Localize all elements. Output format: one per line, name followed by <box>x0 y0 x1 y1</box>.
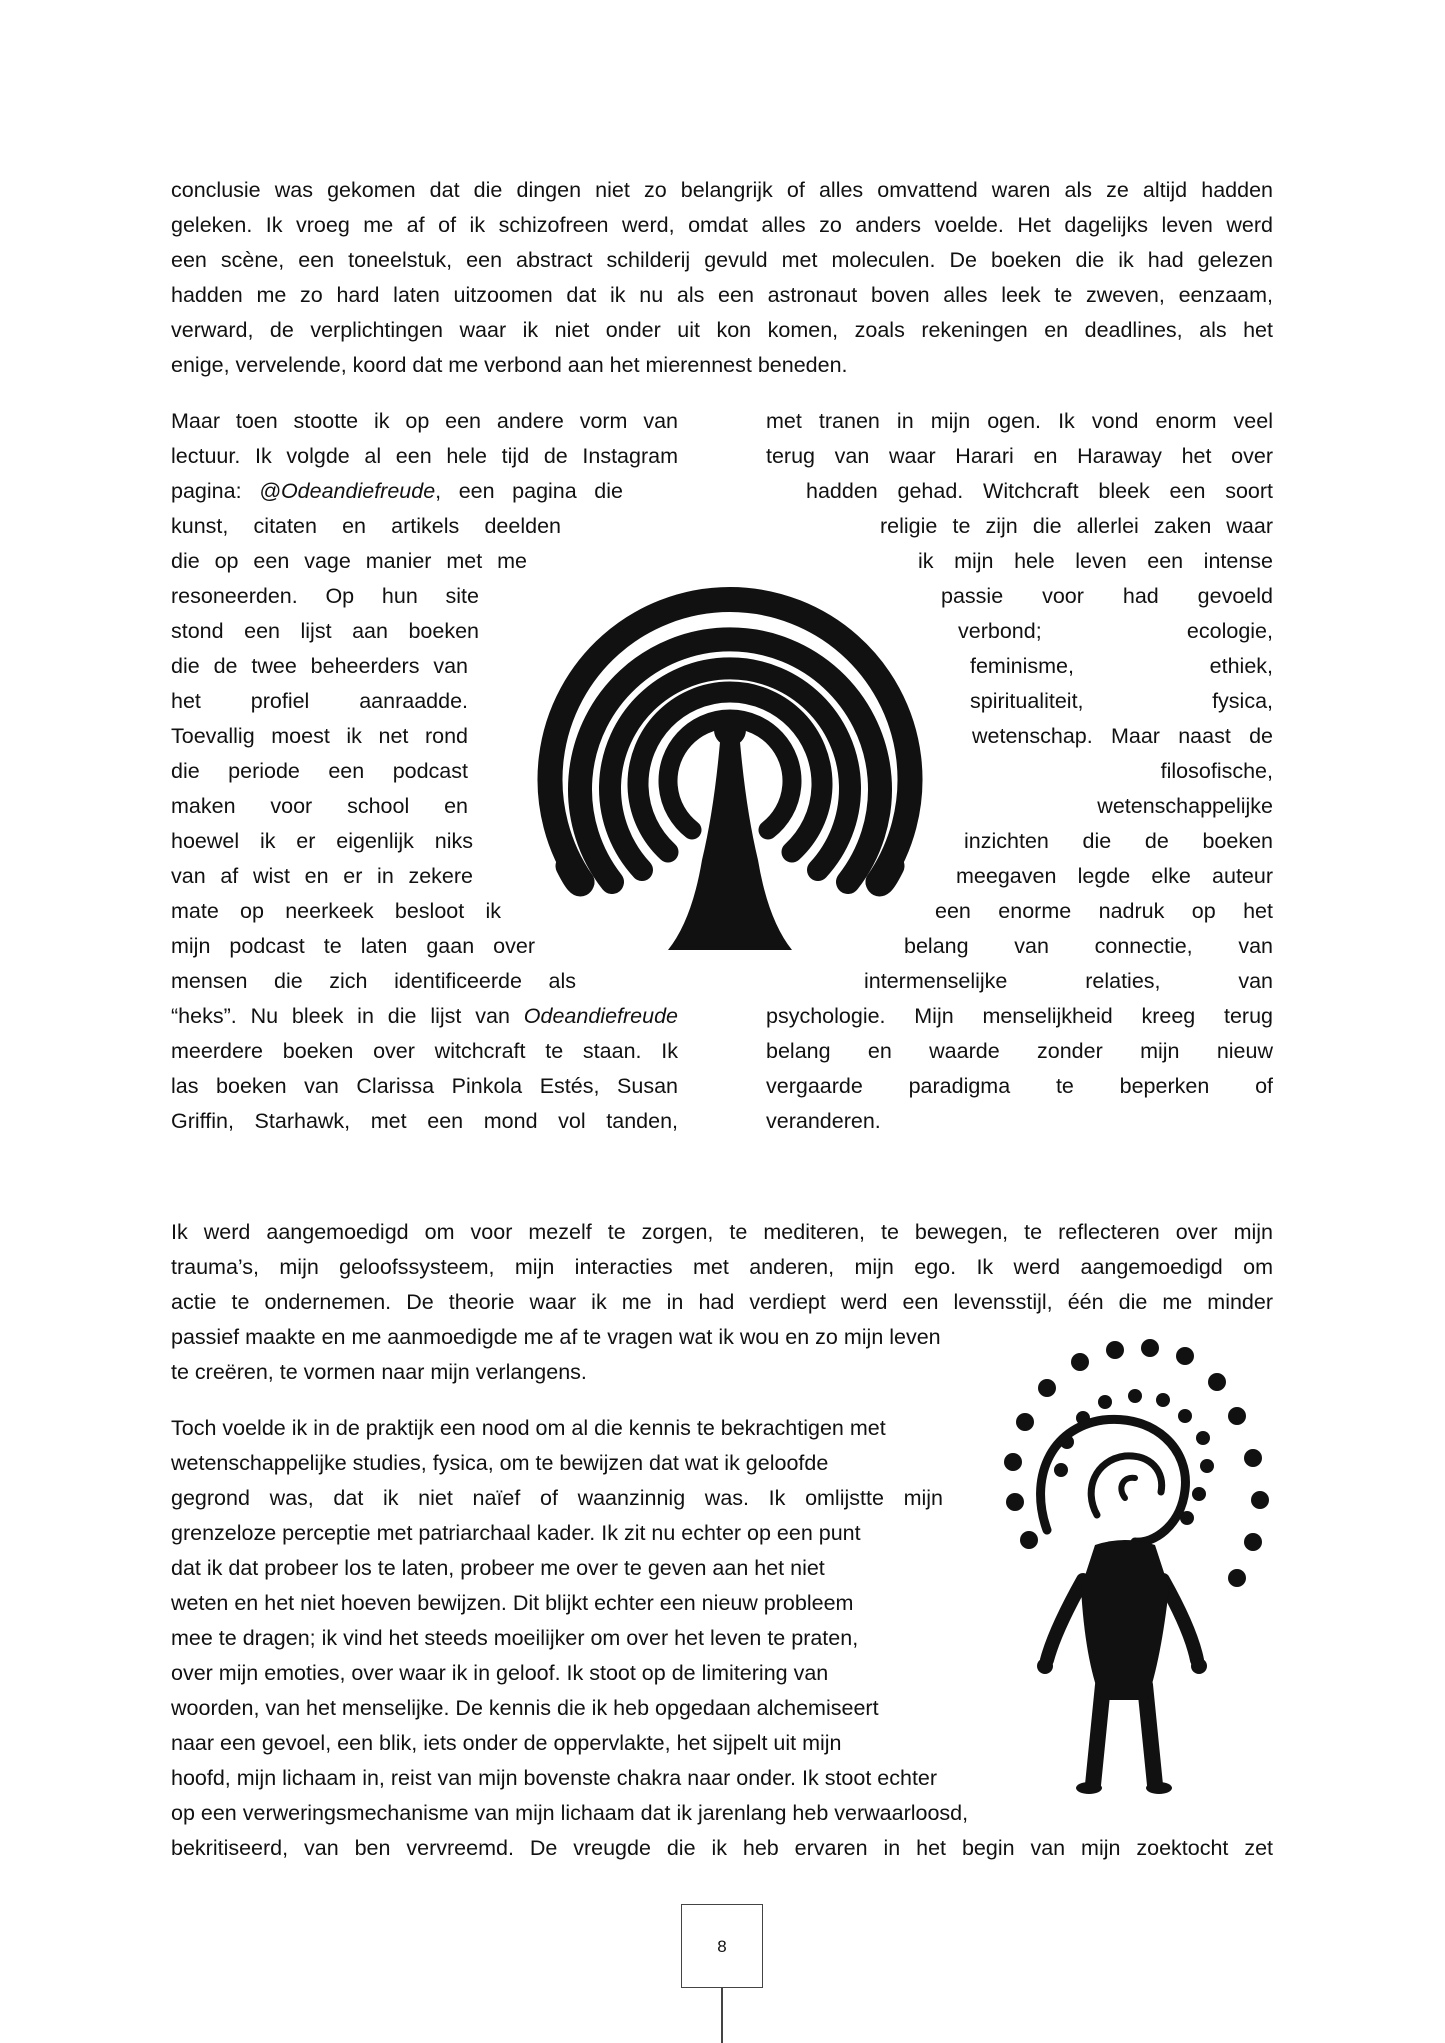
right-column-line: belang van connectie, van <box>904 934 1273 958</box>
paragraph-2-line: te creëren, te vormen naar mijn verlangens. <box>171 1360 587 1384</box>
right-column-line: feminisme, ethiek, <box>970 654 1273 678</box>
paragraph-3-line: naar een gevoel, een blik, iets onder de oppervlakte, het sijpelt uit mijn <box>171 1731 842 1755</box>
right-column-line: een enorme nadruk op het <box>935 899 1273 923</box>
paragraph-3-line: grenzeloze perceptie met patriarchaal kader. Ik zit nu echter op een punt <box>171 1521 861 1545</box>
left-column-line: mensen die zich identificeerde als <box>171 969 576 993</box>
right-column-line: inzichten die de boeken <box>964 829 1273 853</box>
left-column-line: stond een lijst aan boeken <box>171 619 479 643</box>
right-column-line: wetenschap. Maar naast de <box>972 724 1273 748</box>
paragraph-3-line: wetenschappelijke studies, fysica, om te bewijzen dat wat ik geloofde <box>171 1451 829 1475</box>
page-number: 8 <box>681 1904 763 1988</box>
left-column-line: las boeken van Clarissa Pinkola Estés, Susan <box>171 1074 678 1098</box>
right-column-line: vergaarde paradigma te beperken of <box>766 1074 1273 1098</box>
paragraph-3-line: op een verweringsmechanisme van mijn lichaam dat ik jarenlang heb verwaarloosd, <box>171 1801 969 1825</box>
paragraph-2-line: actie te ondernemen. De theorie waar ik me in had verdiept werd een levensstijl, één die me minder <box>171 1290 1273 1314</box>
paragraph-3-line: dat ik dat probeer los te laten, probeer me over te geven aan het niet <box>171 1556 825 1580</box>
right-column-line: meegaven legde elke auteur <box>956 864 1273 888</box>
paragraph-2-line: Ik werd aangemoedigd om voor mezelf te zorgen, te mediteren, te bewegen, te reflecteren over mijn <box>171 1220 1273 1244</box>
left-column-line: “heks”. Nu bleek in die lijst van Odeandiefreude <box>171 1004 678 1028</box>
left-column-line: van af wist en er in zekere <box>171 864 473 888</box>
left-column-line: meerdere boeken over witchcraft te staan. Ik <box>171 1039 678 1063</box>
left-column-line: die op een vage manier met me <box>171 549 527 573</box>
paragraph-3-line: over mijn emoties, over waar ik in geloof. Ik stoot op de limitering van <box>171 1661 829 1685</box>
paragraph-3-line: mee te dragen; ik vind het steeds moeilijker om over het leven te praten, <box>171 1626 859 1650</box>
labyrinth-goddess-illustration <box>470 480 970 970</box>
paragraph-1-line: hadden me zo hard laten uitzoomen dat ik nu als een astronaut boven alles leek te zweven, eenzaam, <box>171 283 1273 307</box>
right-column-line: ik mijn hele leven een intense <box>918 549 1273 573</box>
paragraph-2-line: trauma’s, mijn geloofssysteem, mijn interacties met anderen, mijn ego. Ik werd aangemoedigd om <box>171 1255 1273 1279</box>
left-column-line: het profiel aanraadde. <box>171 689 468 713</box>
italic-name: @Odeandiefreude <box>259 479 436 503</box>
paragraph-1-line: geleken. Ik vroeg me af of ik schizofreen werd, omdat alles zo anders voelde. Het dagelijks leven werd <box>171 213 1273 237</box>
right-column-line: religie te zijn die allerlei zaken waar <box>880 514 1273 538</box>
right-column-line: spiritualiteit, fysica, <box>970 689 1273 713</box>
paragraph-1-line: verward, de verplichtingen waar ik niet onder uit kon komen, zoals rekeningen en deadlines, als het <box>171 318 1273 342</box>
spiral-figure-illustration <box>985 1330 1285 1800</box>
right-column-line: intermenselijke relaties, van <box>864 969 1273 993</box>
left-column-line: maken voor school en <box>171 794 468 818</box>
left-column-line: die periode een podcast <box>171 759 468 783</box>
italic-name: Odeandiefreude <box>523 1004 678 1028</box>
left-column-line: hoewel ik er eigenlijk niks <box>171 829 473 853</box>
right-column-line: hadden gehad. Witchcraft bleek een soort <box>806 479 1273 503</box>
paragraph-1-line: enige, vervelende, koord dat me verbond aan het mierennest beneden. <box>171 353 848 377</box>
paragraph-3-line: bekritiseerd, van ben vervreemd. De vreugde die ik heb ervaren in het begin van mijn zoektocht zet <box>171 1836 1273 1860</box>
right-column-line: terug van waar Harari en Haraway het over <box>766 444 1273 468</box>
paragraph-2-line: passief maakte en me aanmoedigde me af te vragen wat ik wou en zo mijn leven <box>171 1325 941 1349</box>
page-number-connector <box>721 1988 723 2043</box>
paragraph-3-line: gegrond was, dat ik niet naïef of waanzinnig was. Ik omlijstte mijn <box>171 1486 943 1510</box>
left-column-line: mijn podcast te laten gaan over <box>171 934 535 958</box>
paragraph-3-line: weten en het niet hoeven bewijzen. Dit blijkt echter een nieuw probleem <box>171 1591 854 1615</box>
right-column-line: filosofische, <box>1160 759 1273 783</box>
left-column-line: Toevallig moest ik net rond <box>171 724 468 748</box>
left-column-line: Maar toen stootte ik op een andere vorm van <box>171 409 678 433</box>
paragraph-3-line: hoofd, mijn lichaam in, reist van mijn bovenste chakra naar onder. Ik stoot echter <box>171 1766 938 1790</box>
left-column-line <box>171 474 623 509</box>
left-column-line: resoneerden. Op hun site <box>171 584 479 608</box>
left-column-line: die de twee beheerders van <box>171 654 468 678</box>
left-column-line: mate op neerkeek besloot ik <box>171 899 501 923</box>
right-column-line: psychologie. Mijn menselijkheid kreeg terug <box>766 1004 1273 1028</box>
paragraph-3-line: Toch voelde ik in de praktijk een nood om al die kennis te bekrachtigen met <box>171 1416 886 1440</box>
left-column-line: Griffin, Starhawk, met een mond vol tanden, <box>171 1109 678 1133</box>
paragraph-1-line: een scène, een toneelstuk, een abstract schilderij gevuld met moleculen. De boeken die ik had gelezen <box>171 248 1273 272</box>
right-column-line: wetenschappelijke <box>1097 794 1273 818</box>
right-column-line: belang en waarde zonder mijn nieuw <box>766 1039 1273 1063</box>
right-column-line: met tranen in mijn ogen. Ik vond enorm veel <box>766 409 1273 433</box>
right-column-line: veranderen. <box>766 1109 881 1133</box>
left-column-line: lectuur. Ik volgde al een hele tijd de Instagram <box>171 444 678 468</box>
right-column-line: passie voor had gevoeld <box>941 584 1273 608</box>
right-column-line: verbond; ecologie, <box>958 619 1273 643</box>
paragraph-3-line: woorden, van het menselijke. De kennis die ik heb opgedaan alchemiseert <box>171 1696 879 1720</box>
left-column-line: kunst, citaten en artikels deelden <box>171 514 561 538</box>
paragraph-1-line: conclusie was gekomen dat die dingen niet zo belangrijk of alles omvattend waren als ze altijd hadden <box>171 178 1273 202</box>
instagram-handle-text: pagina: @Odeandiefreude, een pagina die <box>171 479 623 503</box>
